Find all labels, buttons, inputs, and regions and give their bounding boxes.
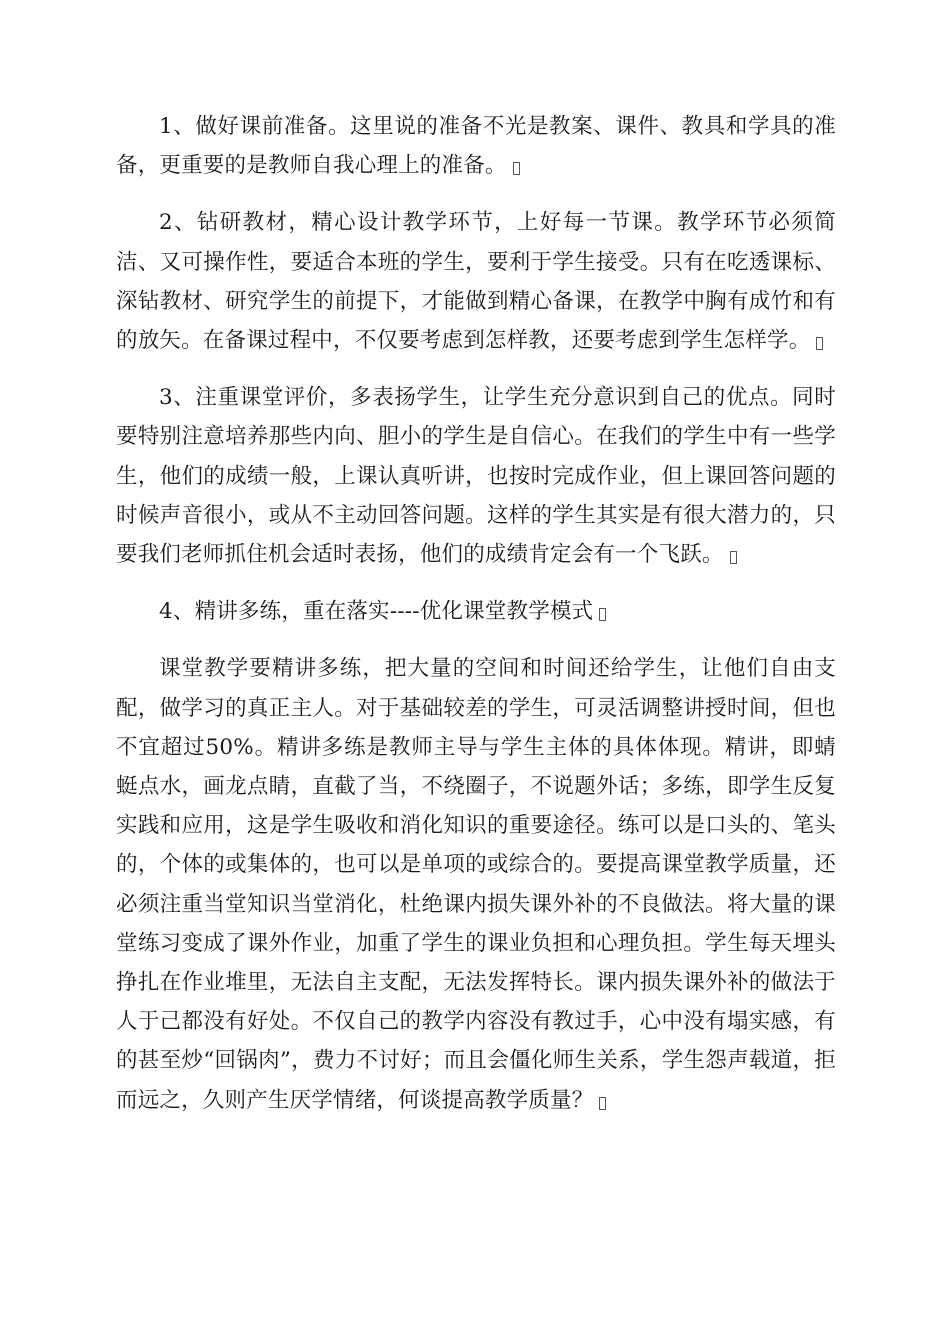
paragraph-5-text: 课堂教学要精讲多练，把大量的空间和时间还给学生，让他们自由支配，做学习的真正主人。对于基础较差的学生，可灵活调整讲授时间，但也不宜超过50%。精讲多练是教师主导与学生主体的具体体现。精讲，即蜻蜓点水，画龙点睛，直截了当，不绕圈子，不说题外话；多练，即学生反复实践和应用，这是学生吸收和消化知识的重要途径。练可以是口头的、笔头的，个体的或集体的，也可以是单项的或综合的。要提高课堂教学质量，还必须注重当堂知识当堂消化，杜绝课内损失课外补的不良做法。将大量的课堂练习变成了课外作业，加重了学生的课业负担和心理负担。学生每天埋头挣扎在作业堆里，无法自主支配，无法发挥特长。课内损失课外补的做法于人于己都没有好处。不仅自己的教学内容没有教过手，心中没有塌实感，有的甚至炒“回锅肉”，费力不讨好；而且会僵化师生关系，学生怨声载道，拒而远之，久则产生厌学情绪，何谈提高教学质量？ <box>116 656 836 1113</box>
paragraph-1 <box>116 107 836 185</box>
paragraph-2 <box>116 203 836 360</box>
paragraph-1-text: 1、做好课前准备。这里说的准备不光是教案、课件、教具和学具的准备，更重要的是教师自我心理上的准备。 <box>116 114 836 179</box>
paragraph-4-heading <box>116 592 836 631</box>
paragraph-end-mark-icon <box>816 337 823 350</box>
document-body <box>116 107 836 1120</box>
paragraph-4-text: 4、精讲多练，重在落实----优化课堂教学模式 <box>159 599 594 625</box>
paragraph-end-mark-icon <box>599 608 606 621</box>
paragraph-end-mark-icon <box>513 162 520 175</box>
paragraph-end-mark-icon <box>599 1097 606 1110</box>
paragraph-5 <box>116 649 836 1119</box>
paragraph-3 <box>116 378 836 574</box>
paragraph-end-mark-icon <box>730 551 737 564</box>
paragraph-2-text: 2、钻研教材，精心设计教学环节，上好每一节课。教学环节必须简洁、又可操作性，要适合本班的学生，要利于学生接受。只有在吃透课标、深钻教材、研究学生的前提下，才能做到精心备课，在教学中胸有成竹和有的放矢。在备课过程中，不仅要考虑到怎样教，还要考虑到学生怎样学。 <box>116 210 836 354</box>
paragraph-3-text: 3、注重课堂评价，多表扬学生，让学生充分意识到自己的优点。同时要特别注意培养那些内向、胆小的学生是自信心。在我们的学生中有一些学生，他们的成绩一般，上课认真听讲，也按时完成作业，但上课回答问题的时候声音很小，或从不主动回答问题。这样的学生其实是有很大潜力的，只要我们老师抓住机会适时表扬，他们的成绩肯定会有一个飞跃。 <box>116 385 836 568</box>
